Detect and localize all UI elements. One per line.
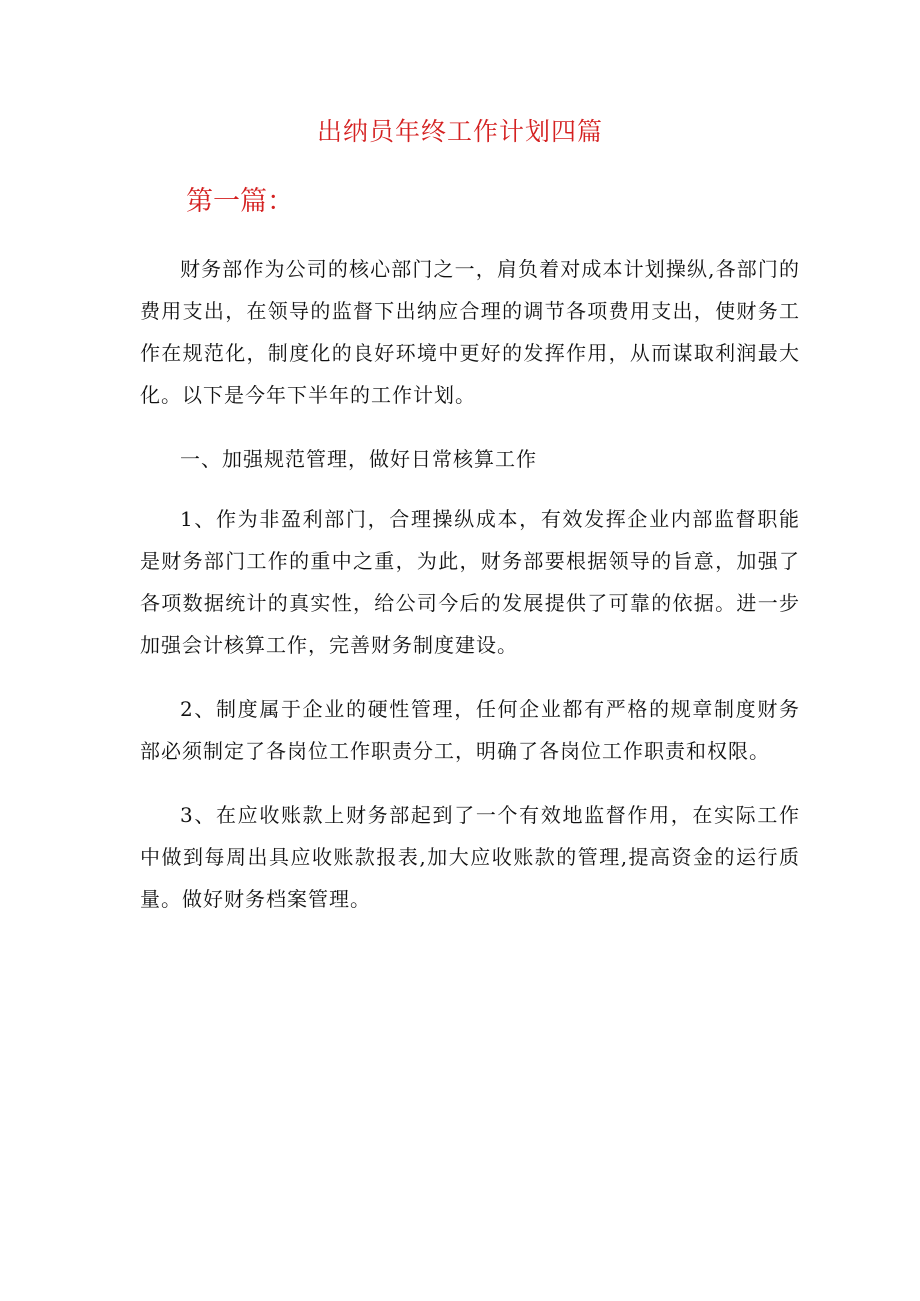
- paragraph-subheading: 一、加强规范管理，做好日常核算工作: [180, 447, 537, 471]
- paragraph-item-3: 3、在应收账款上财务部起到了一个有效地监督作用，在实际工作中做到每周出具应收账款报表,加大应收账款的管理,提高资金的运行质量。做好财务档案管理。: [140, 803, 800, 911]
- paragraph-intro: 财务部作为公司的核心部门之一，肩负着对成本计划操纵,各部门的费用支出，在领导的监督下出纳应合理的调节各项费用支出，使财务工作在规范化，制度化的良好环境中更好的发挥作用，从而谋取利润最大化。以下是今年下半年的工作计划。: [140, 257, 800, 407]
- paragraph-item-2: 2、制度属于企业的硬性管理，任何企业都有严格的规章制度财务部必须制定了各岗位工作职责分工，明确了各岗位工作职责和权限。: [140, 697, 800, 763]
- document-title: 出纳员年终工作计划四篇: [316, 117, 603, 146]
- document-body: [140, 248, 800, 942]
- paragraph-item-1: 1、作为非盈利部门，合理操纵成本，有效发挥企业内部监督职能是财务部门工作的重中之重，为此，财务部要根据领导的旨意，加强了各项数据统计的真实性，给公司今后的发展提供了可靠的依据。进一步加强会计核算工作，完善财务制度建设。: [140, 507, 800, 657]
- section-heading: 第一篇：: [186, 186, 294, 217]
